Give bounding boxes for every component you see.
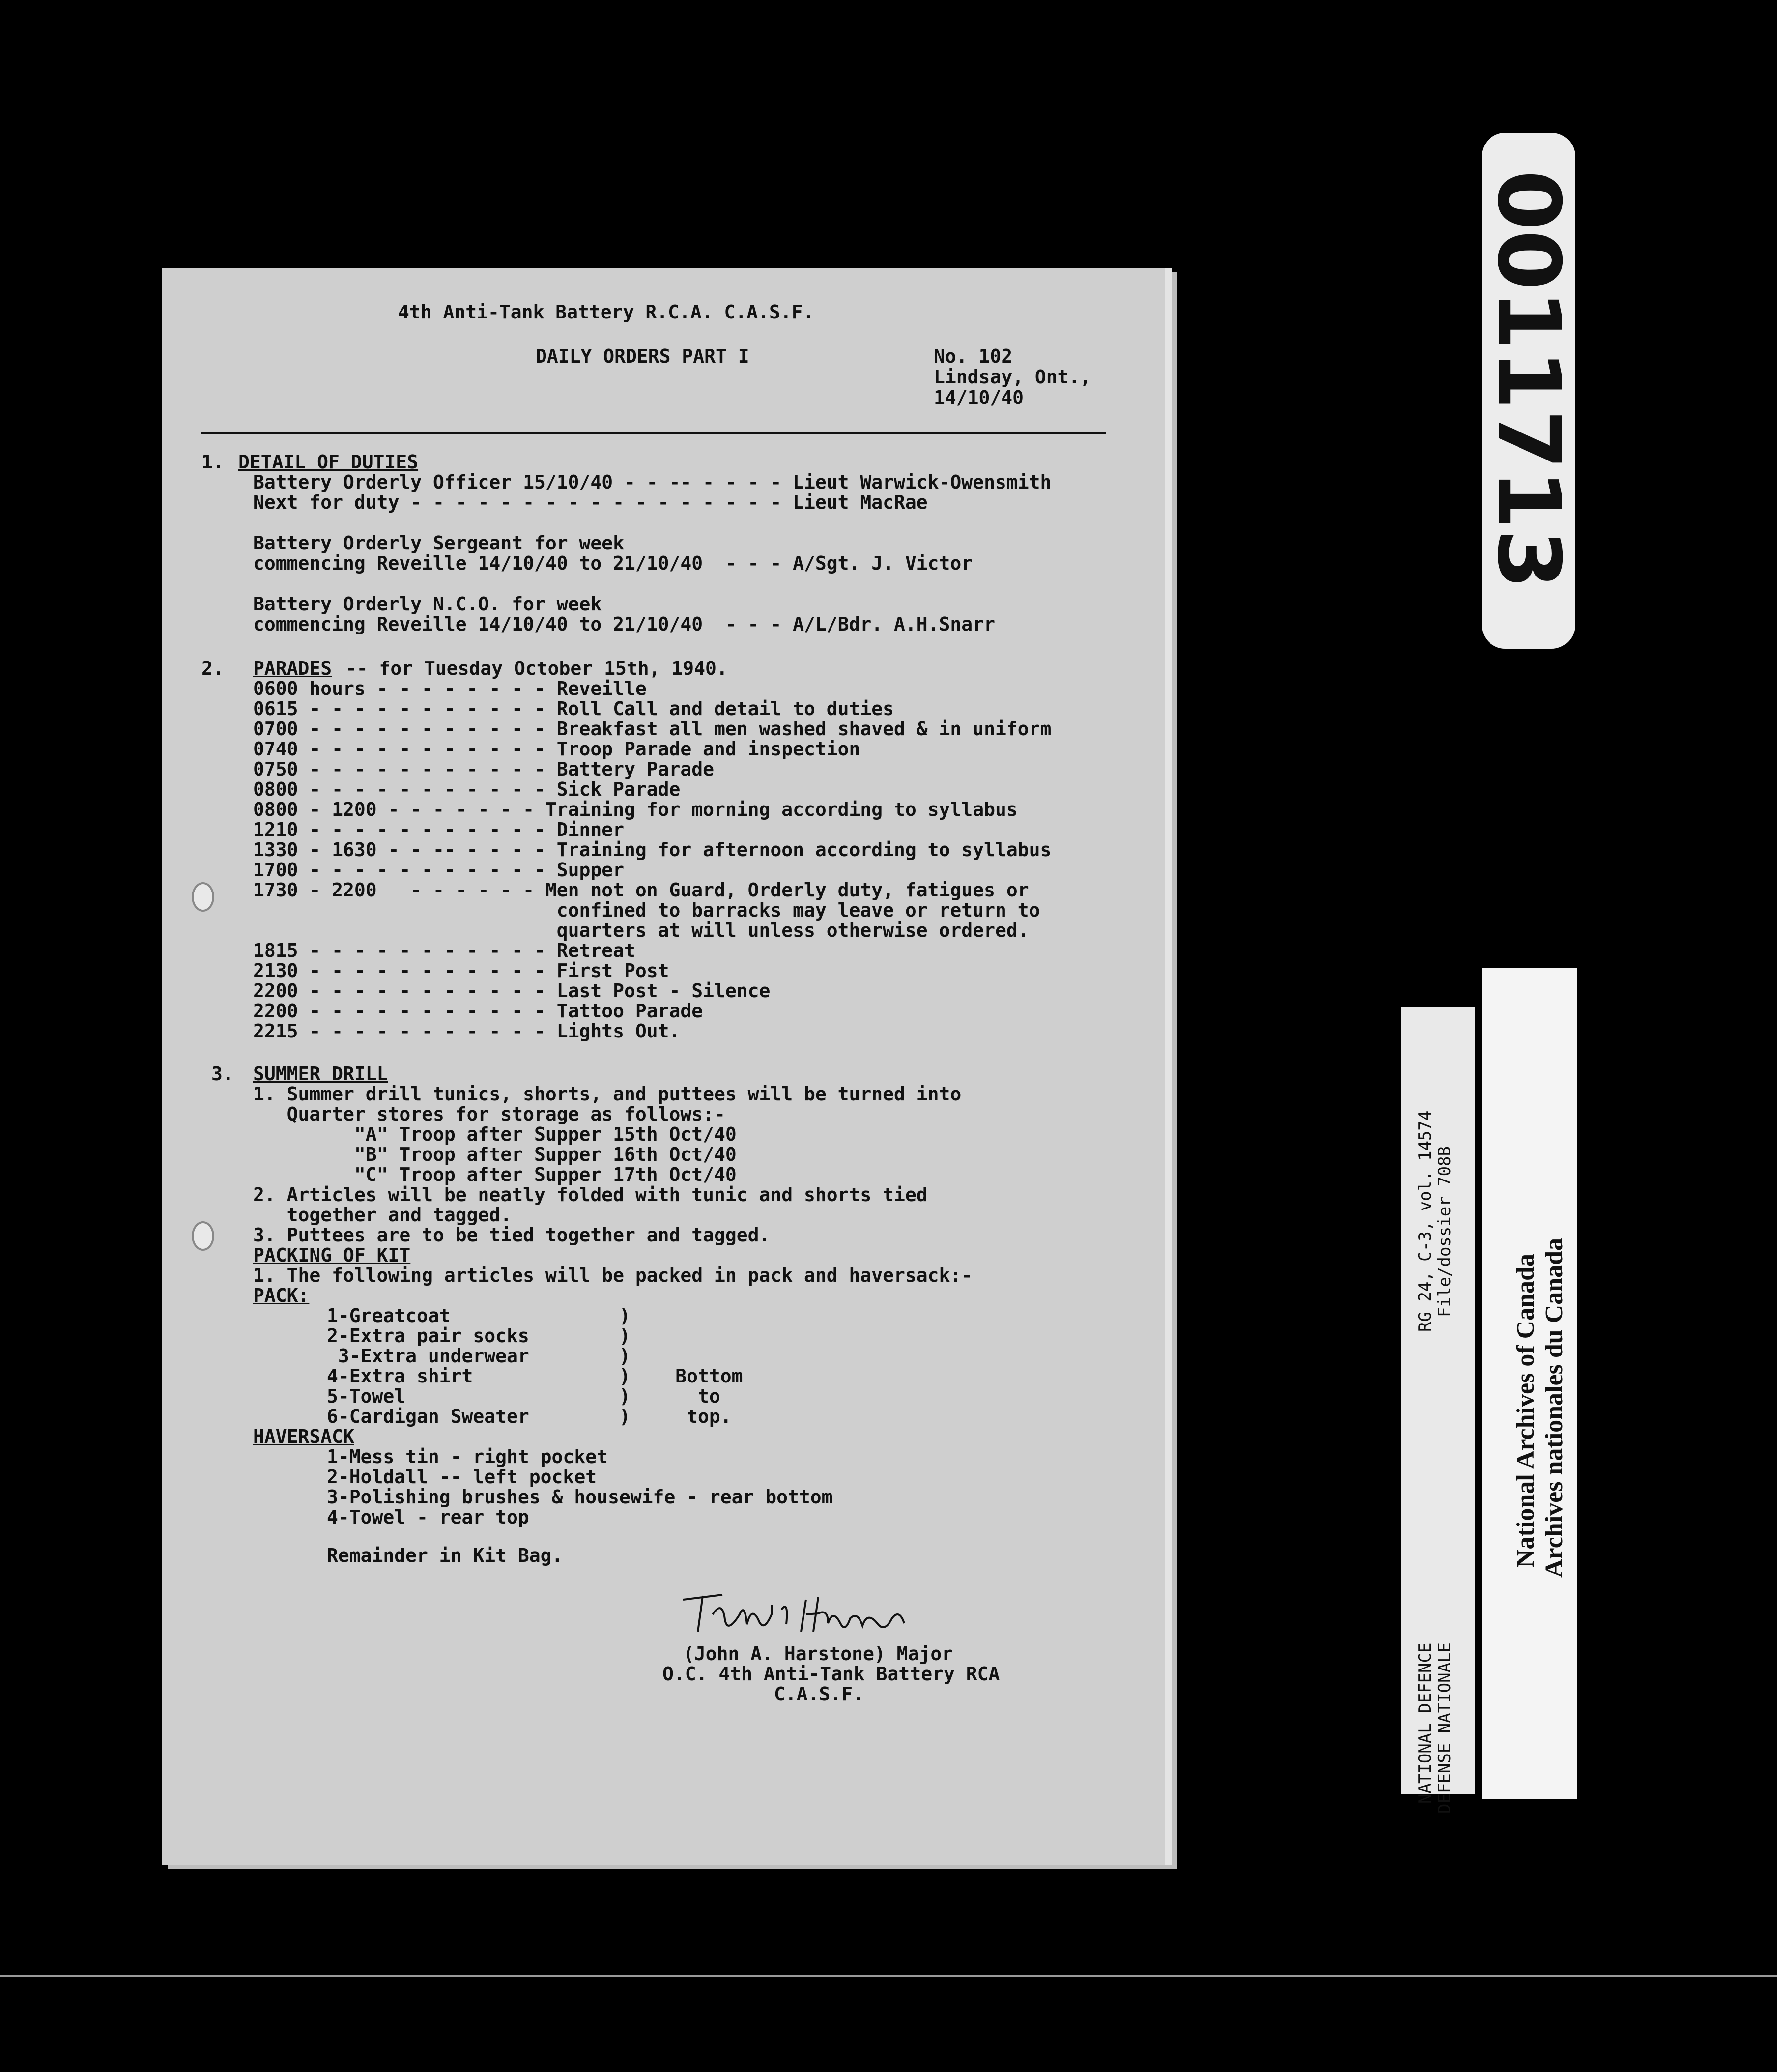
archive-reference: RG 24, C-3, vol. 14574 bbox=[1415, 1110, 1435, 1332]
section-number: 1. bbox=[201, 451, 224, 473]
schedule-line: 0700 - - - - - - - - - - - Breakfast all men washed shaved & in uniform bbox=[253, 718, 1052, 740]
section-heading: PARADES bbox=[253, 658, 332, 679]
order-place: Lindsay, Ont., bbox=[934, 366, 1091, 388]
signatory-role: O.C. 4th Anti-Tank Battery RCA bbox=[662, 1663, 1000, 1685]
summer-line: 1. Summer drill tunics, shorts, and puttees will be turned into bbox=[253, 1083, 962, 1105]
summer-line: together and tagged. bbox=[253, 1204, 512, 1226]
haversack-item: 2-Holdall -- left pocket bbox=[327, 1466, 597, 1488]
schedule-line: 2215 - - - - - - - - - - - Lights Out. bbox=[253, 1020, 681, 1042]
parades-subtitle: -- for Tuesday October 15th, 1940. bbox=[334, 658, 728, 679]
schedule-line: 0600 hours - - - - - - - - Reveille bbox=[253, 678, 647, 699]
schedule-line: 0800 - 1200 - - - - - - - Training for morning according to syllabus bbox=[253, 799, 1018, 820]
department-en: NATIONAL DEFENCE bbox=[1415, 1642, 1435, 1804]
archives-en: National Archives of Canada bbox=[1512, 1254, 1540, 1568]
haversack-item: 3-Polishing brushes & housewife - rear bottom bbox=[327, 1486, 833, 1508]
department-fr: DEFENSE NATIONALE bbox=[1435, 1642, 1455, 1813]
schedule-line: 1210 - - - - - - - - - - - Dinner bbox=[253, 819, 624, 840]
order-number: No. 102 bbox=[934, 345, 1013, 367]
summer-line: 2. Articles will be neatly folded with tunic and shorts tied bbox=[253, 1184, 928, 1206]
pack-item: 2-Extra pair socks ) bbox=[327, 1325, 631, 1347]
schedule-line: 2200 - - - - - - - - - - - Tattoo Parade bbox=[253, 1000, 703, 1022]
signatory-name: (John A. Harstone) Major bbox=[683, 1643, 953, 1665]
summer-line: "C" Troop after Supper 17th Oct/40 bbox=[253, 1164, 737, 1185]
haversack-item: 1-Mess tin - right pocket bbox=[327, 1446, 608, 1468]
haversack-heading: HAVERSACK bbox=[253, 1426, 354, 1447]
archive-reference-label bbox=[1401, 1007, 1475, 1813]
duty-line: commencing Reveille 14/10/40 to 21/10/40 - - - A/L/Bdr. A.H.Snarr bbox=[253, 613, 995, 635]
archives-fr: Archives nationales du Canada bbox=[1540, 1237, 1568, 1578]
punch-hole bbox=[192, 1221, 214, 1251]
order-date: 14/10/40 bbox=[934, 387, 1024, 408]
schedule-line: 0615 - - - - - - - - - - - Roll Call and detail to duties bbox=[253, 698, 894, 719]
schedule-line: 1815 - - - - - - - - - - - Retreat bbox=[253, 940, 635, 961]
schedule-line: quarters at will unless otherwise ordered. bbox=[253, 920, 1029, 941]
schedule-line: 0750 - - - - - - - - - - - Battery Parade bbox=[253, 758, 714, 780]
punch-hole bbox=[192, 882, 214, 912]
pack-item: 4-Extra shirt ) Bottom bbox=[327, 1365, 743, 1387]
national-archives-label bbox=[1482, 968, 1577, 1799]
document-title: DAILY ORDERS PART I bbox=[536, 345, 749, 367]
pack-item: 5-Towel ) to bbox=[327, 1385, 720, 1407]
signature bbox=[678, 1585, 953, 1639]
summer-line: Quarter stores for storage as follows:- bbox=[253, 1103, 725, 1125]
duty-line: Next for duty - - - - - - - - - - - - - - - - - Lieut MacRae bbox=[253, 491, 928, 513]
signatory-force: C.A.S.F. bbox=[774, 1683, 864, 1705]
document-page bbox=[162, 268, 1172, 1865]
duty-line: commencing Reveille 14/10/40 to 21/10/40 - - - A/Sgt. J. Victor bbox=[253, 552, 973, 574]
pack-item: 6-Cardigan Sweater ) top. bbox=[327, 1406, 732, 1427]
archive-file: File/dossier 708B bbox=[1435, 1146, 1455, 1317]
pack-item: 1-Greatcoat ) bbox=[327, 1305, 631, 1326]
duty-line: Battery Orderly N.C.O. for week bbox=[253, 593, 602, 615]
summer-line: 3. Puttees are to be tied together and tagged. bbox=[253, 1224, 771, 1246]
schedule-line: 1700 - - - - - - - - - - - Supper bbox=[253, 859, 624, 881]
duty-line: Battery Orderly Sergeant for week bbox=[253, 532, 624, 554]
schedule-line: 0740 - - - - - - - - - - - Troop Parade and inspection bbox=[253, 738, 860, 760]
schedule-line: 1730 - 2200 - - - - - - Men not on Guard, Orderly duty, fatigues or bbox=[253, 879, 1029, 901]
section-number: 2. bbox=[201, 658, 224, 679]
unit-header: 4th Anti-Tank Battery R.C.A. C.A.S.F. bbox=[398, 301, 814, 323]
haversack-item: 4-Towel - rear top bbox=[327, 1506, 529, 1528]
schedule-line: 2130 - - - - - - - - - - - First Post bbox=[253, 960, 669, 981]
pack-heading: PACK: bbox=[253, 1285, 310, 1306]
kit-heading: PACKING OF KIT bbox=[253, 1244, 411, 1266]
frame-number: 0011713 bbox=[1478, 170, 1578, 589]
kit-intro: 1. The following articles will be packed in pack and haversack:- bbox=[253, 1265, 973, 1286]
section-heading: DETAIL OF DUTIES bbox=[238, 451, 419, 473]
schedule-line: 0800 - - - - - - - - - - - Sick Parade bbox=[253, 778, 681, 800]
film-edge-line bbox=[0, 1975, 1777, 1977]
duty-line: Battery Orderly Officer 15/10/40 - - -- - - - - Lieut Warwick-Owensmith bbox=[253, 471, 1052, 493]
section-heading: SUMMER DRILL bbox=[253, 1063, 388, 1085]
schedule-line: 1330 - 1630 - - -- - - - - Training for afternoon according to syllabus bbox=[253, 839, 1052, 861]
summer-line: "A" Troop after Supper 15th Oct/40 bbox=[253, 1123, 737, 1145]
frame-number-strip bbox=[1478, 133, 1578, 649]
section-number: 3. bbox=[211, 1063, 234, 1085]
header-rule bbox=[201, 432, 1106, 434]
schedule-line: confined to barracks may leave or return to bbox=[253, 899, 1040, 921]
kit-remainder: Remainder in Kit Bag. bbox=[327, 1545, 563, 1566]
schedule-line: 2200 - - - - - - - - - - - Last Post - Silence bbox=[253, 980, 771, 1002]
pack-item: 3-Extra underwear ) bbox=[327, 1345, 631, 1367]
summer-line: "B" Troop after Supper 16th Oct/40 bbox=[253, 1144, 737, 1165]
